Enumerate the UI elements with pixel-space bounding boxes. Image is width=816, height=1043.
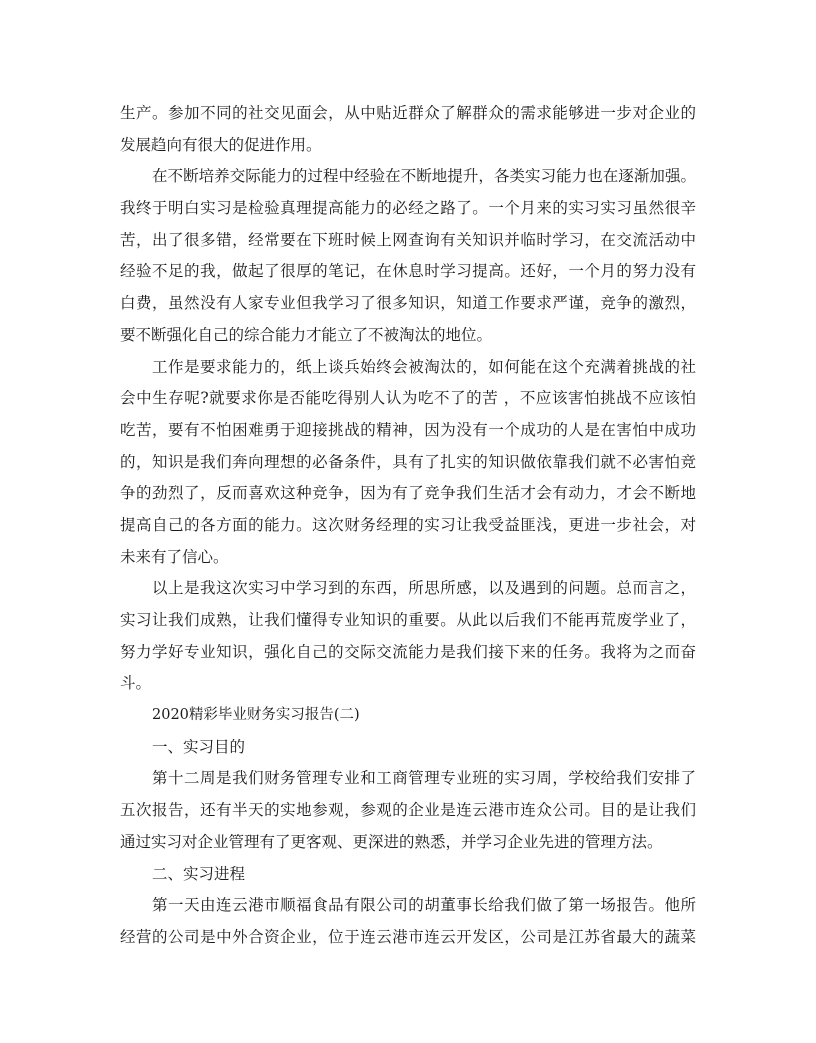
text-line: 经验不足的我，做起了很厚的笔记，在休息时学习提高。还好，一个月的努力没有 — [120, 262, 696, 281]
text-line: 通过实习对企业管理有了更客观、更深进的熟悉，并学习企业先进的管理方法。 — [120, 832, 663, 851]
text-line: 会中生存呢?就要求你是否能吃得别人认为吃不了的苦 ，不应该害怕挑战不应该怕 — [120, 389, 696, 408]
section-heading: 二、实习进程 — [152, 864, 246, 883]
section-title: 2020精彩毕业财务实习报告(二) — [152, 707, 360, 724]
paragraph-start-line: 工作是要求能力的，纸上谈兵始终会被淘汰的，如何能在这个充满着挑战的社 — [152, 357, 696, 376]
text-line: 斗。 — [120, 674, 152, 693]
text-line: 争的劲烈了，反而喜欢这种竞争，因为有了竞争我们生活才会有动力，才会不断地 — [120, 484, 696, 503]
text-line: 吃苦，要有不怕困难勇于迎接挑战的精神，因为没有一个成功的人是在害怕中成功 — [120, 420, 696, 439]
section-heading: 一、实习目的 — [152, 737, 246, 756]
paragraph-start-line: 以上是我这次实习中学习到的东西，所思所感，以及遇到的问题。总而言之， — [152, 579, 696, 598]
text-line: 的，知识是我们奔向理想的必备条件，具有了扎实的知识做依靠我们就不必害怕竞 — [120, 452, 696, 471]
text-line: 生产。参加不同的社交见面会，从中贴近群众了解群众的需求能够进一步对企业的 — [120, 104, 696, 122]
paragraph-start-line: 在不断培养交际能力的过程中经验在不断地提升，各类实习能力也在逐渐加强。 — [152, 167, 696, 186]
document-body — [120, 98, 696, 954]
text-line: 发展趋向有很大的促进作用。 — [120, 135, 322, 154]
paragraph-start-line: 第十二周是我们财务管理专业和工商管理专业班的实习周，学校给我们安排了 — [152, 769, 696, 788]
text-line: 白费，虽然没有人家专业但我学习了很多知识，知道工作要求严谨，竞争的激烈， — [120, 294, 696, 313]
text-line: 未来有了信心。 — [120, 547, 229, 566]
text-line: 苦，出了很多错，经常要在下班时候上网查询有关知识并临时学习，在交流活动中 — [120, 230, 696, 249]
text-line: 努力学好专业知识，强化自己的交际交流能力是我们接下来的任务。我将为之而奋 — [120, 642, 696, 661]
text-line: 实习让我们成熟，让我们懂得专业知识的重要。从此以后我们不能再荒废学业了， — [120, 611, 696, 629]
text-line: 要不断强化自己的综合能力才能立了不被淘汰的地位。 — [120, 325, 493, 344]
text-line: 五次报告，还有半天的实地参观，参观的企业是连云港市连众公司。目的是让我们 — [120, 801, 696, 820]
text-line: 提高自己的各方面的能力。这次财务经理的实习让我受益匪浅，更进一步社会，对 — [120, 515, 696, 534]
text-line: 我终于明白实习是检验真理提高能力的必经之路了。一个月来的实习实习虽然很辛 — [120, 199, 696, 218]
paragraph-start-line: 第一天由连云港市顺福食品有限公司的胡董事长给我们做了第一场报告。他所 — [152, 896, 696, 915]
text-line: 经营的公司是中外合资企业，位于连云港市连云开发区，公司是江苏省最大的蔬菜 — [120, 927, 696, 946]
